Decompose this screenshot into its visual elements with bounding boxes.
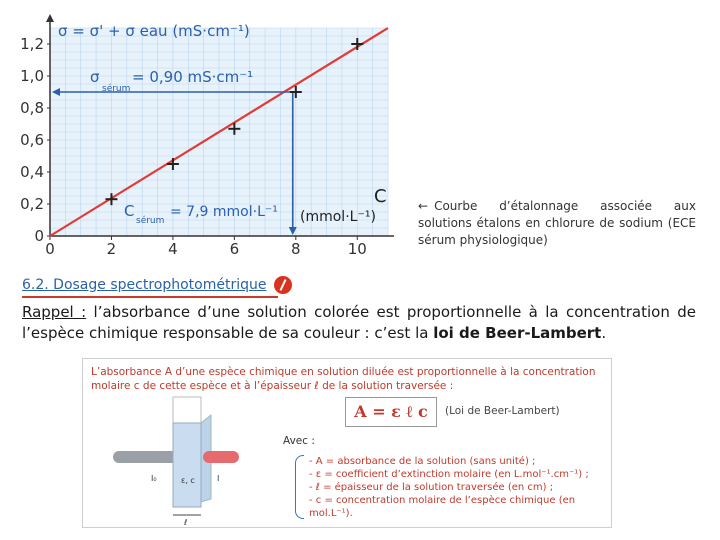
section-title: 6.2. Dosage spectrophotométrique [22,277,267,293]
rappel-text: l’absorbance d’une solution colorée est proportionnelle à la concentration de l’espèce chimique responsable de sa couleur : c’est la [22,303,696,342]
law-name: (Loi de Beer-Lambert) [445,405,560,417]
caption-text: Courbe d’étalonnage associée aux solutions étalons en chlorure de sodium (ECE sérum physiologique) [418,199,696,247]
y-tick-label: 0,4 [20,163,44,181]
cuvette-top [173,397,201,423]
transmitted-beam [203,451,239,463]
section-underline [22,296,278,298]
avec-label: Avec : [283,435,315,447]
definition-c: - c = concentration molaire de l’espèce chimique (en mol.L⁻¹). [309,495,576,519]
section-heading [22,276,292,294]
caption-arrow: ← [418,199,429,213]
x-axis-label: C [374,186,387,207]
x-tick-label: 4 [168,240,178,258]
x-tick-label: 8 [291,240,301,258]
x-tick-label: 10 [347,240,367,258]
sigma-annotation-sub: sérum [102,84,131,94]
y-tick-label: 1,0 [20,67,44,85]
sigma-annotation-value: = 0,90 mS·cm⁻¹ [132,68,254,86]
beer-lambert-box [82,358,612,528]
definition-a: - A = absorbance de la solution (sans unité) ; [309,456,536,467]
x-tick-label: 0 [45,240,55,258]
label-eps-c: ε, c [181,476,195,485]
label-l: ℓ [184,518,188,527]
chart-title: σ = σ' + σ eau (mS·cm⁻¹) [58,22,250,40]
rappel-end: . [601,324,607,342]
label-i0: I₀ [151,474,157,483]
y-axis-arrow [46,14,54,22]
definitions-brace [295,455,304,519]
y-tick-label: 0 [34,227,44,245]
definition-l: - ℓ = épaisseur de la solution traversée (en cm) ; [309,482,554,493]
rappel-label: Rappel : [22,303,87,321]
c-annotation-value: = 7,9 mmol·L⁻¹ [170,204,278,220]
c-annotation-sub: sérum [136,216,165,226]
label-i: I [217,474,220,483]
y-tick-label: 0,6 [20,131,44,149]
cuvette-front [173,423,201,507]
rappel-paragraph [22,302,696,344]
y-tick-label: 0,8 [20,99,44,117]
chart-caption [418,198,696,249]
box-statement: L’absorbance A d’une espèce chimique en solution diluée est proportionnelle à la concentration molaire c de cette espèce et à l’épaisseur ℓ de la solution traversée : [91,366,596,392]
definition-epsilon: - ε = coefficient d’extinction molaire (en L.mol⁻¹.cm⁻¹) ; [309,469,589,480]
y-tick-label: 1,2 [20,35,44,53]
edit-icon [274,276,292,294]
x-tick-label: 2 [106,240,117,258]
sigma-annotation-symbol: σ [90,68,100,86]
rappel-law: loi de Beer-Lambert [433,324,602,342]
formula: A = ε ℓ c [345,397,437,427]
cuvette-diagram [83,359,283,527]
y-tick-label: 0,2 [20,195,44,213]
c-annotation-symbol: C [124,202,135,220]
x-tick-label: 6 [229,240,240,258]
definitions-list [309,455,611,520]
x-axis-unit: (mmol·L⁻¹) [300,209,376,225]
